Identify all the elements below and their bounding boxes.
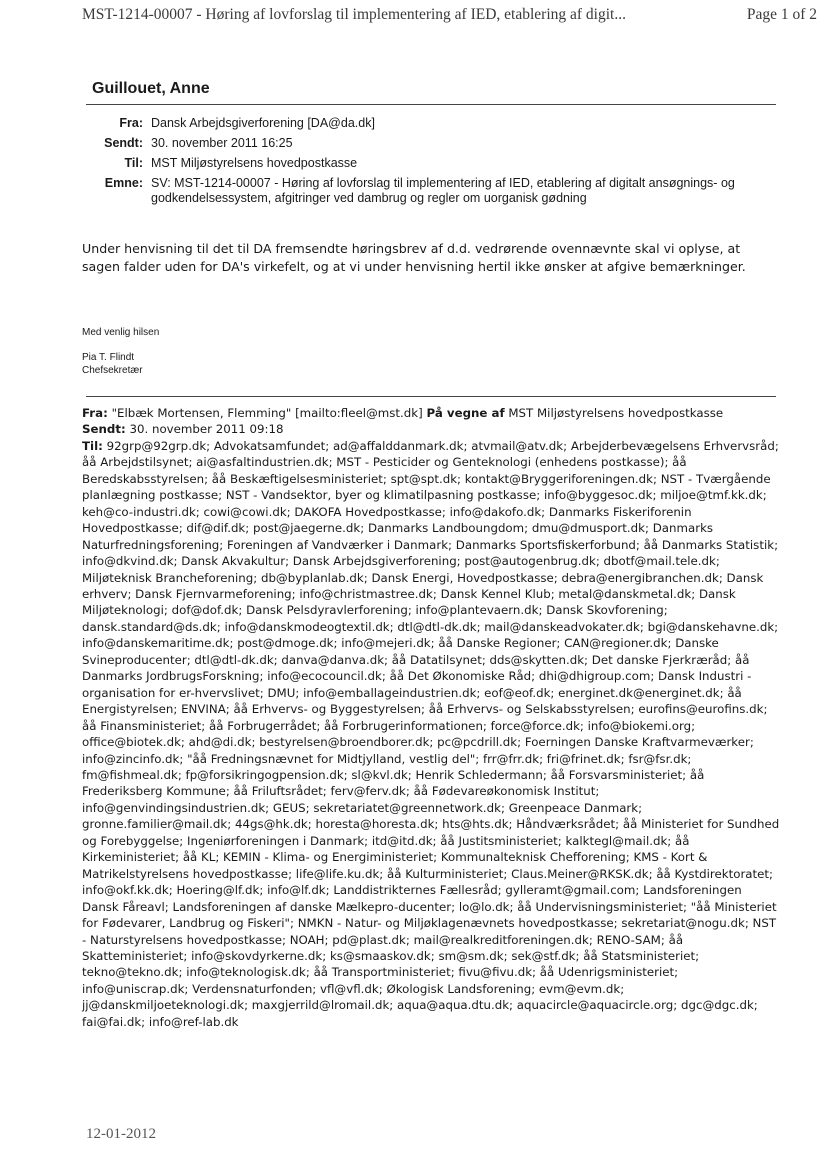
print-header-title: MST-1214-00007 - Høring af lovforslag til implementering af IED, etablering af digit... (82, 6, 626, 23)
sent-value: 30. november 2011 16:25 (151, 136, 293, 150)
fwd-sent-label: Sendt: (82, 422, 126, 437)
forwarded-message (82, 405, 782, 1030)
sent-row (92, 136, 792, 151)
fwd-to-label: Til: (82, 438, 103, 453)
fwd-on-behalf-label: På vegne af (426, 406, 505, 420)
fwd-from-value: "Elbæk Mortensen, Flemming" [mailto:fleel@mst.dk] (111, 406, 423, 420)
from-value: Dansk Arbejdsgiverforening [DA@da.dk] (151, 116, 375, 130)
to-label: Til: (124, 156, 143, 170)
print-header-page: Page 1 of 2 (746, 6, 817, 23)
subject-value: SV: MST-1214-00007 - Høring af lovforslag til implementering af IED, etablering af digitalt ansøgnings- og godkendelsessystem, afgitringer ved dambrug og regler om uorganisk gødning (151, 176, 735, 205)
message-body: Under henvisning til det til DA fremsendte høringsbrev af d.d. vedrørende ovennævnte skal vi oplyse, at sagen falder uden for DA's virkefelt, og at vi under henvisning hertil ikke ønsker at afgive bemærkninger. (82, 241, 746, 274)
subject-label: Emne: (104, 176, 143, 190)
to-row (92, 156, 792, 171)
fwd-to-row (82, 438, 782, 1030)
signature-title: Chefsekretær (82, 365, 143, 376)
to-value: MST Miljøstyrelsens hovedpostkasse (151, 156, 358, 170)
fwd-on-behalf-value: MST Miljøstyrelsens hovedpostkasse (508, 406, 724, 420)
fwd-from-label: Fra: (82, 406, 108, 420)
forward-divider (86, 396, 776, 397)
from-row (92, 116, 792, 131)
sent-label: Sendt: (104, 136, 143, 150)
signature-greeting: Med venlig hilsen (82, 327, 160, 338)
fwd-sent-row (82, 421, 782, 437)
fwd-recipients-list: 92grp@92grp.dk; Advokatsamfundet; ad@affalddanmark.dk; atvmail@atv.dk; Arbejderbevægelsens Erhvervsråd; åå Arbejdstilsynet; ai@asfaltindustrien.dk; MST - Pesticider og Genteknologi (enhedens postkasse); åå Beredskabsstyrelsen; åå Beskæftigelsesministeriet; spt@spt.dk; kontakt@Bryggeriforeningen.dk; NST - Tværgående planlægning postkasse; NST - Vandsektor, byer og klimatilpasning postkasse; info@byggesoc.dk; miljoe@tmf.kk.dk; keh@co-industri.dk; cowi@cowi.dk; DAKOFA Hovedpostkasse; info@dakofo.dk; Danmarks Fiskeriforenin Hovedpostkasse; dif@dif.dk; post@jaegerne.dk; Danmarks Landboungdom; dmu@dmusport.dk; Danmarks Naturfredningsforening; Foreningen af Vandværker i Danmark; Danmarks Sportsfiskerforbund; åå Danmarks Statistik; info@dkvind.dk; Dansk Akvakultur; Dansk Arbejdsgiverforening; post@autogenbrug.dk; dbotf@mail.tele.dk; Miljøteknisk Brancheforening; db@byplanlab.dk; Dansk Energi, Hovedpostkasse; debra@energibranchen.dk; Dansk erhverv; Dansk Fjernvarmeforening; info@christmastree.dk; Dansk Kennel Klub; metal@danskmetal.dk; Dansk Miljøteknologi; dof@dof.dk; Dansk Pelsdyravlerforening; info@plantevaern.dk; Dansk Skovforening; dansk.standard@ds.dk; info@danskmodeogtextil.dk; dtl@dtl-dk.dk; mail@danskeadvokater.dk; bgi@danskehavne.dk; info@danskemaritime.dk; post@dmoge.dk; info@mejeri.dk; åå Danske Regioner; CAN@regioner.dk; Danske Svineproducenter; dtl@dtl-dk.dk; danva@danva.dk; åå Datatilsynet; dds@skytten.dk; Det danske Fjerkræråd; åå Danmarks JordbrugsForskning; info@ecocouncil.dk; åå Det Økonomiske Råd; dhi@dhigroup.com; Dansk Industri - organisation for er-hvervslivet; DMU; info@emballageindustrien.dk; eof@eof.dk; energinet.dk@energinet.dk; åå Energistyrelsen; ENVINA; åå Erhvervs- og Byggestyrelsen; åå Erhvervs- og Selskabsstyrelsen; eurofins@eurofins.dk; åå Finansministeriet; åå Forbrugerrådet; åå Forbrugerinformationen; force@force.dk; info@biokemi.org; office@biotek.dk; ahd@di.dk; bestyrelsen@broendborer.dk; pc@pcdrill.dk; Foerningen Danske Kraftvarmeværker; info@zincinfo.dk; "åå Fredningsnævnet for Midtjylland, vestlig del"; frr@frr.dk; fri@frinet.dk; fsr@fsr.dk; fm@fishmeal.dk; fp@forsikringogpension.dk; sl@kvl.dk; Henrik Schledermann; åå Forsvarsministeriet; åå Frederiksberg Kommune; åå Friluftsrådet; ferv@ferv.dk; åå Fødevareøkonomisk Institut; info@genvindingsindustrien.dk; GEUS; sekretariatet@greennetwork.dk; Greenpeace Danmark; gronne.familier@mail.dk; 44gs@hk.dk; horesta@horesta.dk; hts@hts.dk; Håndværksrådet; åå Ministeriet for Sundhed og Forebyggelse; Ingeniørforeningen i Danmark; itd@itd.dk; åå Justitsministeriet; kalktegl@mail.dk; åå Kirkeministeriet; åå KL; KEMIN - Klima- og Energiministeriet; Kommunalteknisk Chefforening; KMS - Kort & Matrikelstyrelsens hovedpostkasse; life@life.ku.dk; åå Kulturministeriet; Claus.Meiner@RKSK.dk; åå Kystdirektoratet; info@okf.kk.dk; Hoering@lf.dk; info@lf.dk; Landdistrikternes Fællesråd; gylleramt@gmail.com; Landsforeningen Dansk Fåreavl; Landsforeningen af danske Mælkepro-ducenter; lo@lo.dk; åå Undervisningsministeriet; "åå Ministeriet for Fødevarer, Landbrug og Fiskeri"; NMKN - Natur- og Miljøklagenævnets hovedpostkasse; sekretariat@nogu.dk; NST - Naturstyrelsens hovedpostkasse; NOAH; pd@plast.dk; mail@realkreditforeningen.dk; RENO-SAM; åå Skatteministeriet; info@skovdyrkerne.dk; ks@smaaskov.dk; sm@sm.dk; sek@stf.dk; åå Statsministeriet; tekno@tekno.dk; info@teknologisk.dk; åå Transportministeriet; fivu@fivu.dk; åå Udenrigsministeriet; info@uniscrap.dk; Verdensnaturfonden; vfl@vfl.dk; Økologisk Landsforening; evm@evm.dk; jj@danskmiljoeteknologi.dk; maxgjerrild@lromail.dk; aqua@aqua.dtu.dk; aquacircle@aquacircle.org; dgc@dgc.dk; fai@fai.dk; info@ref-lab.dk (82, 438, 780, 1029)
fwd-from-row (82, 405, 782, 421)
footer-date-stamp: 12-01-2012 (86, 1126, 156, 1142)
from-label: Fra: (119, 116, 143, 130)
print-header (82, 6, 817, 24)
mailbox-owner-name: Guillouet, Anne (92, 80, 210, 97)
fwd-sent-value: 30. november 2011 09:18 (129, 422, 284, 437)
header-divider (86, 104, 776, 105)
subject-row (92, 176, 792, 206)
signature-name: Pia T. Flindt (82, 352, 135, 363)
signature (82, 326, 159, 377)
message-headers (92, 116, 792, 211)
